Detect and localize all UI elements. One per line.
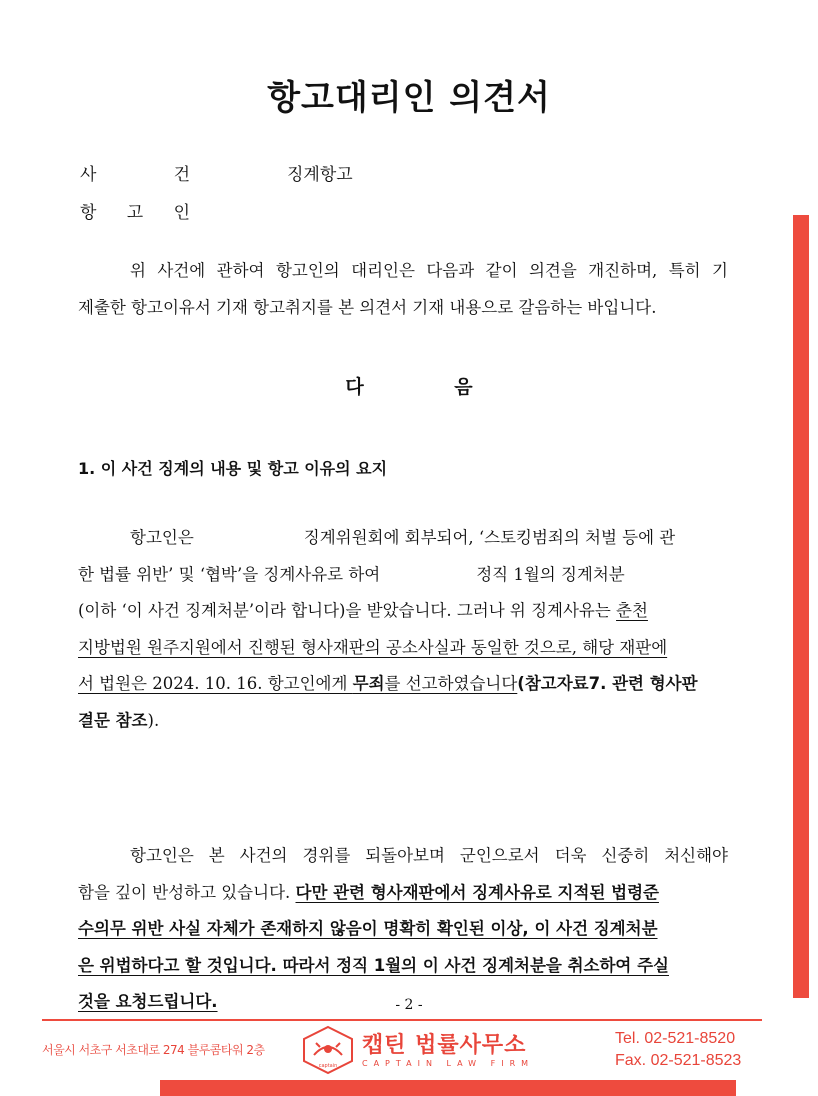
paragraph-line [78,557,728,594]
captain-logo-icon [300,1025,356,1075]
appellant-label-char: 인 [173,203,190,223]
footer-brand-ko: 캡틴 법률사무소 [362,1033,527,1058]
logo-text: captain [318,1063,338,1069]
text-run: 정직 1월의 징계처분 [476,564,625,584]
footer-tel: Tel. 02-521-8520 [615,1030,736,1047]
underlined-text [78,674,517,693]
case-label-char: 사 [80,165,97,185]
appellant-label [80,198,190,223]
intro-line: 위 사건에 관하여 항고인의 대리인은 다음과 같이 의견을 개진하며, 특히 기 [130,261,728,280]
paragraph-2 [78,838,728,1021]
bottom-margin-bar [160,1080,736,1096]
document-title: 항고대리인 의견서 [267,78,551,118]
footer-fax: Fax. 02-521-8523 [615,1052,742,1069]
bold-underlined-text: 다만 관련 형사재판에서 징계사유로 지적된 법령준 [295,882,659,902]
case-label-char: 건 [173,165,190,185]
page-number: - 2 - [395,997,423,1013]
text-run: 를 선고하였습니다 [384,674,518,693]
paragraph-line [78,875,728,912]
intro-paragraph [78,253,728,326]
intro-line: 제출한 항고이유서 기재 항고취지를 본 의견서 기재 내용으로 갈음하는 바입니다. [78,297,657,317]
paragraph-line [78,520,728,557]
text-run: 서 법원은 2024. 10. 16. 항고인에게 [78,674,353,693]
bold-text: 결문 참조 [78,710,148,730]
text-run: 한 법률 위반’ 및 ‘협박’을 징계사유로 하여 [78,564,381,584]
paragraph-line [78,630,728,667]
paragraph-1 [78,520,728,739]
footer-address: 서울시 서초구 서초대로 274 블루콤타워 2층 [42,1043,265,1057]
paragraph-line [78,911,728,948]
underlined-text: 지방법원 원주지원에서 진행된 형사재판의 공소사실과 동일한 것으로, 해당 재판에 [78,637,668,657]
text-run: 함을 깊이 반성하고 있습니다. [78,882,296,902]
footer-divider [42,1019,762,1021]
paragraph-line [78,666,728,703]
case-value: 징계항고 [287,165,353,185]
case-label [80,160,190,185]
bold-underlined-text: 것을 요청드립니다. [78,992,218,1011]
center-heading: 다 음 [345,376,515,398]
bold-text: (참고자료7. 관련 형사판 [517,674,698,693]
text-run: (이하 ‘이 사건 징계처분’이라 합니다)을 받았습니다. 그러나 위 징계사유는 [78,601,617,620]
paragraph-line [78,703,728,740]
right-margin-bar [793,215,809,998]
text-run: ). [147,710,160,730]
paragraph-line [78,593,728,630]
bold-text: 무죄 [352,674,385,693]
text-run: 항고인은 [130,528,194,547]
section-heading: 1. 이 사건 징계의 내용 및 항고 이유의 요지 [78,459,388,478]
bold-underlined-text: 수의무 위반 사실 자체가 존재하지 않음이 명확히 확인된 이상, 이 사건 징계처분 [78,919,658,938]
text-run: 징계위원회에 회부되어, ‘스토킹범죄의 처벌 등에 관 [303,528,676,547]
bold-underlined-text: 은 위법하다고 할 것입니다. 따라서 정직 1월의 이 사건 징계처분을 취소하여 주실 [78,955,669,975]
appellant-label-char: 항 [80,203,97,223]
appellant-label-char: 고 [126,203,144,223]
paragraph-line [78,948,728,985]
paragraph-line: 항고인은 본 사건의 경위를 되돌아보며 군인으로서 더욱 신중히 처신해야 [130,846,728,865]
footer-brand-en: CAPTAIN LAW FIRM [362,1059,535,1068]
underlined-text: 춘천 [616,601,648,620]
